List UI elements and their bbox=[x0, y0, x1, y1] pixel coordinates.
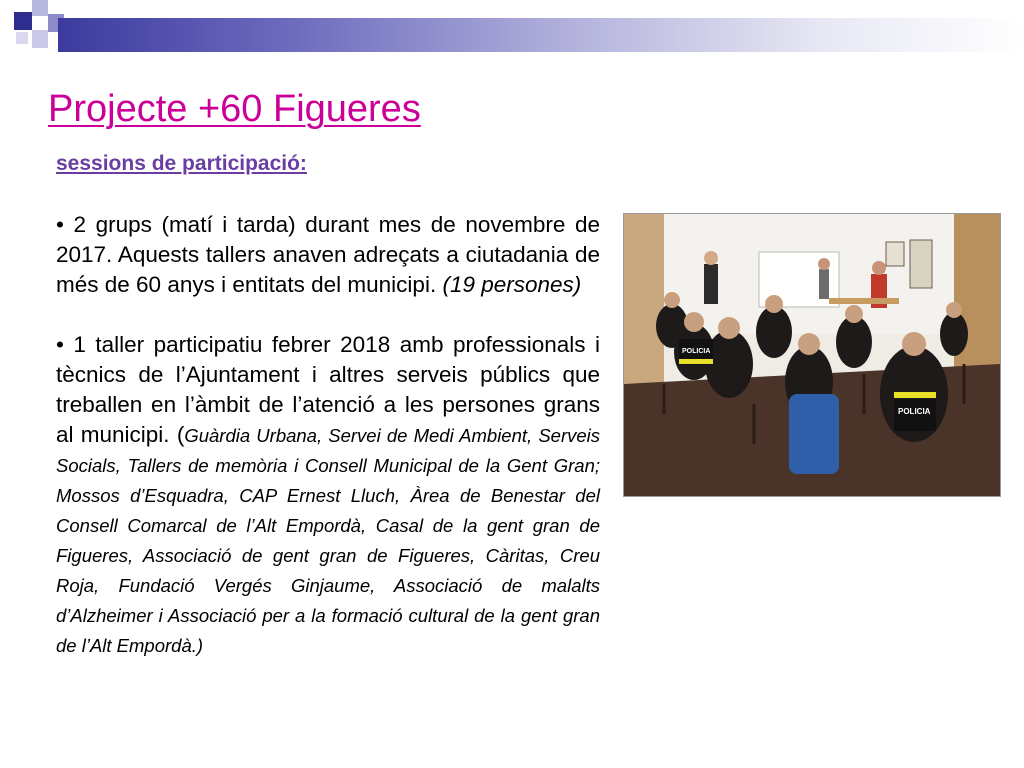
bullet-marker: • bbox=[56, 332, 64, 357]
bullet-paren: ( bbox=[176, 422, 185, 447]
workshop-photo-illustration bbox=[624, 214, 1000, 496]
bullet-text: 1 taller participatiu febrer 2018 amb professionals i tècnics de l’Ajuntament i altres serveis públics que treballen en l’àmbit de l’atenció a les persones grans al municipi. bbox=[56, 332, 600, 447]
bullet-marker: • bbox=[56, 212, 64, 237]
header-decoration bbox=[0, 0, 1024, 70]
slide-body bbox=[56, 210, 600, 660]
bullet-italic-note: (19 persones) bbox=[442, 272, 582, 297]
bullet-item-1 bbox=[56, 210, 600, 300]
police-vest-label: POLICIA bbox=[898, 407, 931, 416]
header-square bbox=[16, 32, 28, 44]
bullet-item-2 bbox=[56, 330, 600, 660]
slide-title: Projecte +60 Figueres bbox=[48, 88, 421, 130]
workshop-photo bbox=[623, 213, 1001, 497]
header-square bbox=[14, 12, 32, 30]
bullet-italic-list: Guàrdia Urbana, Servei de Medi Ambient, Serveis Socials, Tallers de memòria i Consell Municipal de la Gent Gran; Mossos d’Esquadra, CAP Ernest Lluch, Àrea de Benestar del Consell Comarcal de l’Alt Empordà, Casal de la gent gran de Figueres, Associació de gent gran de Figueres, Càritas, Creu Roja, Fundació Vergés Ginjaume, Associació de malalts d’Alzheimer i Associació per a la formació cultural de la gent gran de l’Alt Empordà.) bbox=[56, 425, 601, 656]
slide-subtitle: sessions de participació: bbox=[56, 152, 307, 175]
bullet-text: 2 grups (matí i tarda) durant mes de novembre de 2017. Aquests tallers anaven adreçats a ciutadania de més de 60 anys i entitats del municipi. bbox=[56, 212, 600, 297]
police-vest-label: POLICIA bbox=[682, 348, 711, 355]
header-square bbox=[32, 0, 48, 16]
header-gradient-bar bbox=[58, 18, 1024, 52]
header-square bbox=[32, 30, 48, 48]
